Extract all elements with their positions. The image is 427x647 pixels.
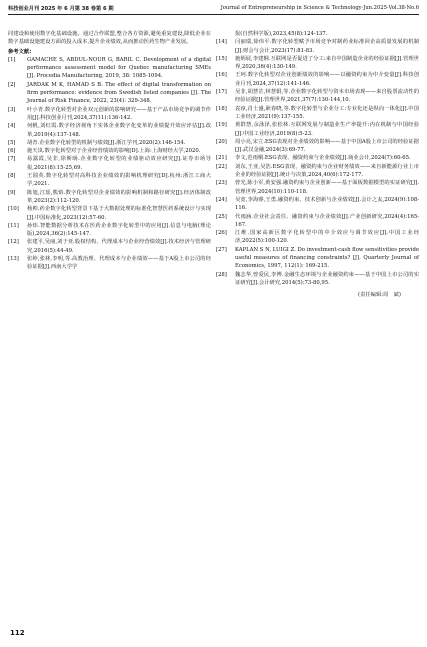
reference-item [216, 121, 419, 138]
reference-item [8, 139, 211, 147]
reference-number: [12] [8, 239, 19, 246]
reference-text: 陈旭,江瑶,熊焰.数字化转型对企业绩效的影响机制和路径研究[J].经济体制改革,2023(2):112-120. [27, 189, 211, 204]
reference-text: 孙炜.智能数据分析技术在医药企业数字化转型中的应用[J].信息与电脑(理论版),2024,36(2):145-147. [27, 222, 211, 238]
reference-number: [26] [216, 230, 227, 237]
reference-number: [10] [8, 206, 19, 213]
reference-item [216, 196, 419, 213]
reference-number: [4] [8, 123, 16, 130]
reference-item [216, 55, 419, 72]
left-column [8, 30, 211, 272]
reference-number: [16] [216, 72, 227, 79]
reference-text: 袁淳,肖土盛,耿春晓,等.数字化转型与企业分工:专业化还是纵向一体化[J].中国工业经济,2021(9):137-155. [235, 105, 419, 120]
reference-number: [23] [216, 180, 227, 187]
reference-number: [28] [216, 271, 227, 278]
reference-number: [8] [8, 173, 16, 180]
reference-text: 张婷,张林,李明,等.高教治理、代理成本与企业绩效——基于A股上市公司的经验证据[J].西南大学学 [27, 256, 211, 271]
reference-text: 王珂.数字化转型对企业创新绩效的影响——以融资约束为中介变量[J].科技创业月刊,2024,37(12):141-146. [235, 72, 419, 87]
reference-text: 张建平,吴丽,刘于亚.股权结构、代理成本与企业经营绩效[J].技术经济与管理研究,2016(5):44-49. [27, 239, 211, 254]
reference-number: [7] [8, 156, 16, 163]
reference-item [216, 71, 419, 88]
reference-number: [6] [8, 148, 16, 155]
reference-number: [14] [216, 39, 227, 46]
reference-text: 曾光,陈小军,黄安强.融资约束与企业创新——基于面板数据模型的实证研究[J].管理世界,2024(10):110-118. [235, 180, 419, 195]
reference-text: 魏志华,曾爱民,李博.金融生态环境与企业融资约束——基于中国上市公司的实证研究[J].会计研究,2014(5):73-80,95. [235, 271, 419, 286]
page-number: 112 [10, 629, 25, 637]
reference-item [8, 56, 211, 81]
right-column [216, 30, 419, 300]
reference-item [8, 222, 211, 239]
reference-item [216, 30, 419, 38]
reference-number: [18] [216, 105, 227, 112]
reference-item [216, 179, 419, 196]
reference-number: [3] [8, 106, 16, 113]
reference-item [8, 255, 211, 272]
reference-list-left [8, 56, 211, 272]
reference-number [216, 30, 235, 38]
reference-item [8, 189, 211, 206]
reference-item [216, 154, 419, 162]
reference-item [216, 38, 419, 55]
reference-item [8, 172, 211, 189]
reference-item [8, 122, 211, 139]
reference-number: [25] [216, 213, 227, 220]
header-journal-en: Journal of Entrepreneurship in Science & Technology·Jun.2025·Vol.38·No.6 [220, 5, 419, 11]
reference-text: GAMACHE S, ABDUL-NOUR G, BARIL C. Development of a digital performance assessment model for Quebec manufacturing SMEs [J]. Procedia Manufacturing, 2019, 38: 1085-1094. [27, 56, 211, 80]
reference-number: [9] [8, 189, 16, 196]
reference-item [8, 155, 211, 172]
reference-text: JARDAK M K, HAMAD S B. The effect of digital transformation on firm performance: evidence from Swedish listed companies [J]. The Journal of Risk Finance, 2022, 23(4): 329-348. [27, 81, 211, 105]
reference-item [8, 147, 211, 155]
reference-number: [13] [8, 256, 19, 263]
reference-item [8, 106, 211, 123]
reference-number: [11] [8, 222, 19, 229]
reference-item [8, 81, 211, 106]
reference-text: 黄群慧,余泳泽,张松林.互联网发展与制造业生产率提升:内在机制与中国经验[J].中国工业经济,2019(8):5-23. [235, 122, 419, 137]
references-heading: 参考文献: [8, 48, 32, 55]
reference-text: 报(自然科学版),2023,45(8):124-137. [235, 31, 328, 37]
reference-text: 代雨涵.企业社会责任、融资约束与企业绩效[J].产业创新研究,2024(4):165-167. [235, 213, 419, 228]
reference-text: 吴非,胡慧芷,林慧娟,等.企业数字化转型与资本市场表现——来自股票流动性的经验证据[J].管理世界,2021,37(7):130-144,10. [235, 89, 419, 104]
reference-text: 周小亮,宋立.ESG表现对企业绩效的影响——基于中国A股上市公司的经验证据[J].武汉金融,2024(3):69-77. [235, 138, 419, 154]
editor-note: (责任编辑:周 斌) [358, 292, 401, 299]
reference-list-right [216, 30, 419, 287]
reference-item [216, 229, 419, 246]
running-header [8, 2, 419, 15]
reference-item [216, 138, 419, 155]
reference-text: 胡青.企业数字化转型的机制与绩效[J].浙江学刊,2020(2):146-154. [27, 139, 186, 146]
reference-item [216, 213, 419, 230]
reference-number: [1] [8, 56, 16, 63]
reference-item [216, 246, 419, 271]
reference-item [216, 88, 419, 105]
reference-text: 王圆英.数字化转型对高科技企业绩效的影响机理研究[D].杭州:浙江工商大学,2021. [27, 173, 211, 188]
reference-text: 杨帅.药企数字化转型背景下基于大数据处理的标准化智慧医药系统设计与实现[J].中国标准化,2023(12):57-60. [27, 206, 211, 221]
reference-item [216, 105, 419, 122]
reference-item [8, 205, 211, 222]
reference-item [8, 238, 211, 255]
reference-text: 吴宽,李海睿,王勇.融资约束、技术创新与企业绩效[J].会计之友,2024(9):108-116. [235, 196, 419, 212]
reference-number: [5] [8, 139, 16, 146]
reference-text: 江维.国家高新区数字化转型中的中介效应与调节效应[J].中国工业经济,2022(5):100-120. [235, 230, 419, 245]
reference-number: [17] [216, 89, 227, 96]
reference-item [216, 271, 419, 288]
reference-text: 刘东,王亚,吴浩.ESG表现、融资约束与企业财务绩效——来自新能源行业上市企业的经验证据[J].统计与决策,2024,40(6):172-177. [235, 163, 419, 179]
reference-number: [2] [8, 81, 16, 88]
body-paragraph: 同建设和使用数字化基础设施。通过合作联盟,整合各方资源,避免重复建设,降低企业在数字基础设施建设方面的投入成本,提升企业绩效,从而推动医药生物产业发展。 [8, 31, 211, 46]
reference-text: 何帆,刘红霞.数字经济视角下实体企业数字化变革的业绩提升效应评估[J].改革,2019(4):137-148. [27, 123, 211, 138]
reference-text: 闫丽瑞,徐伟平.数字化转型赋予市场竞争对制药业标准回企高质量发展的机制[J].财会与会计,2023(17):81-83. [235, 39, 419, 54]
reference-number: [15] [216, 55, 227, 62]
reference-text: 易露霞,吴非,徐斯旸.企业数字化转型的业绩驱动效应研究[J].证券市场导报,2021(8):15-25,69. [27, 156, 211, 171]
reference-number: [19] [216, 122, 227, 129]
reference-item [216, 163, 419, 180]
reference-text: 李文,范雨桐.ESG表现、融资约束与企业绩效[J].商业会计,2024(7):60-65. [235, 155, 411, 162]
reference-text: 施天岚.数字化转型对于企业经营绩效的影响[D].上海:上海财经大学,2020. [27, 148, 201, 155]
reference-text: KAPLAN S N, LUIGI Z. Do investment-cash flow sensitivities provide useful measures of financing constraints? [J]. Quarterly Journal of Economics, 1997, 112(1): 169-215. [235, 246, 419, 270]
reference-number: [20] [216, 138, 227, 145]
reference-text: 叶小青.数字化转型对企业双元创新的影响研究——基于产品市场竞争的调节作用[J].科技创业月刊,2024,37(11):136-142. [27, 106, 211, 121]
reference-number: [24] [216, 196, 227, 203]
reference-number: [27] [216, 246, 227, 253]
reference-text: 施炳展,李建桐.互联网是否促进了分工:来自中国制造企业的经验证据[J].管理世界,2020,36(4):130-149. [235, 55, 419, 71]
reference-number: [22] [216, 163, 227, 170]
header-journal-cn: 科技创业月刊 2025 年 6 月第 38 卷第 6 期 [8, 5, 114, 12]
reference-number: [21] [216, 155, 227, 162]
